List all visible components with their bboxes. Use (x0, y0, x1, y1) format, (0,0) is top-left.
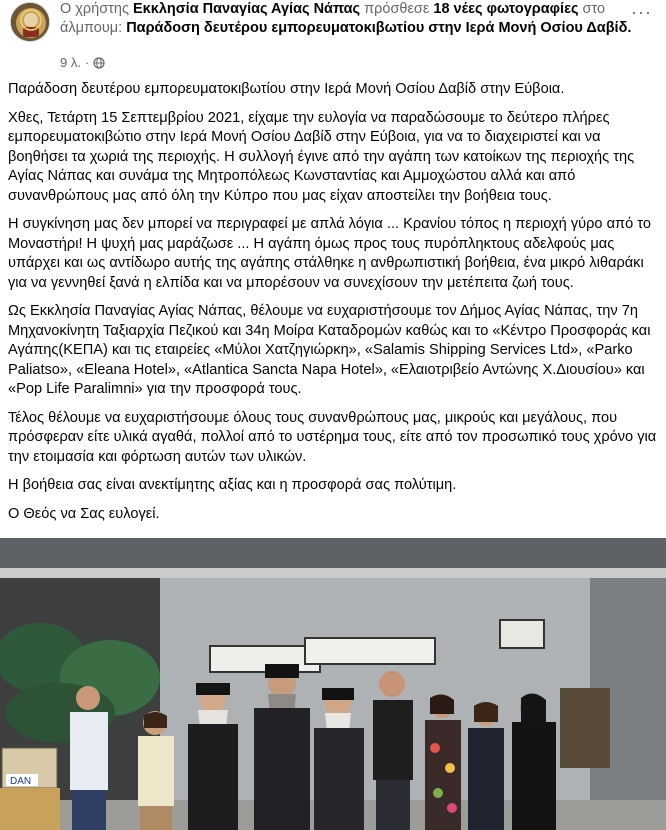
globe-icon[interactable] (93, 57, 105, 69)
meta-separator: · (84, 55, 90, 70)
post-timestamp[interactable]: 9 λ. (60, 55, 81, 70)
header-prefix: Ο χρήστης (60, 1, 133, 17)
post-paragraph: Η συγκίνηση μας δεν μπορεί να περιγραφεί με απλά λόγια ... Κρανίου τόπος η περιοχή γύρο από το Μοναστήρι! Η ψυχή μας μαράζωσε ... Η αγάπη όμως προς τους πυρόπληκτους αδελφούς μας υπάρχει και ως αντίδωρο αυτής της αγάπης στάλθηκε η ανθρωπιστική βοήθεια, ένα μικρό λιθαράκι για να γεννηθεί ξανά η ελπίδα και να μπορέσουν να συνεχίσουν την μετέπειτα ζωή τους. (8, 216, 651, 291)
page-avatar[interactable] (10, 2, 50, 42)
post-body (8, 80, 660, 533)
post-paragraph: Παράδοση δευτέρου εμπορευματοκιβωτίου στην Ιερά Μονή Οσίου Δαβίδ στην Εύβοια. (8, 81, 565, 97)
post-photo[interactable] (0, 538, 666, 830)
post-paragraph: Χθες, Τετάρτη 15 Σεπτεμβρίου 2021, είχαμε την ευλογία να παραδώσουμε το δεύτερο πλήρες εμπορευματοκιβώτιο στην Ιερά Μονή Οσίου Δαβίδ στην Εύβοια, για να το διαχειριστεί και να βοηθήσει τα χωριά της περιοχής. Η συλλογή έγινε από την αγάπη των κατοίκων της περιοχής της Αγίας Νάπας και συνάμα της Μητροπόλεως Κωνσταντίας και Αμμοχώστου αλλά και από συνανθρώπους μας από όλη την Κύπρο που μας είχαν αποστείλει την βοήθεια τους. (8, 109, 635, 204)
group-photo-image (0, 538, 666, 830)
post-header (0, 0, 666, 80)
header-to-album: στο άλμπουμ: (60, 1, 606, 36)
album-title-link[interactable]: Παράδοση δευτέρου εμπορευματοκιβωτίου στην Ιερά Μονή Οσίου Δαβίδ. (126, 20, 632, 36)
icon-avatar-image (11, 3, 50, 42)
box-label: DAN (10, 776, 32, 787)
header-added: πρόσθεσε (360, 1, 434, 17)
page-name-link[interactable]: Εκκλησία Παναγίας Αγίας Νάπας (133, 1, 361, 17)
post-header-text (60, 0, 660, 38)
post-meta (60, 55, 105, 70)
post-paragraph: Ως Εκκλησία Παναγίας Αγίας Νάπας, θέλουμε να ευχαριστήσουμε τον Δήμος Αγίας Νάπας, την 7η Μηχανοκίνητη Ταξιαρχία Πεζικού και 34η Μοίρα Καταδρομών καθώς και το «Κέντρο Προσφοράς και Αγάπης(ΚΕΠΑ) και τις εταιρείες «Μύλοι Χατζηγιώρκη», «Salamis Shipping Services Ltd», «Parko Paliatso», «Eleana Hotel», «Atlantica Sancta Napa Hotel», «Ελαιοτριβείο Αντώνης Χ.Διουσίου» και «Pop Life Paralimni» για την προσφορά τους. (8, 303, 651, 397)
photo-count-link[interactable]: 18 νέες φωτογραφίες (433, 1, 579, 17)
post-paragraph: Ο Θεός να Σας ευλογεί. (8, 505, 160, 522)
more-options-icon[interactable]: ··· (631, 2, 652, 22)
post-paragraph: Τέλος θέλουμε να ευχαριστήσουμε όλους τους συνανθρώπους μας, μικρούς και μεγάλους, που πρόσφεραν είτε υλικά αγαθά, πολλοί από το υστέρημα τους, είτε από τον προσωπικό τους χρόνο για την ετοιμασία και φόρτωση αυτών των υλικών. (8, 409, 657, 465)
post-paragraph: Η βοήθεια σας είναι ανεκτίμητης αξίας και η προσφορά σας πολύτιμη. (8, 477, 457, 493)
